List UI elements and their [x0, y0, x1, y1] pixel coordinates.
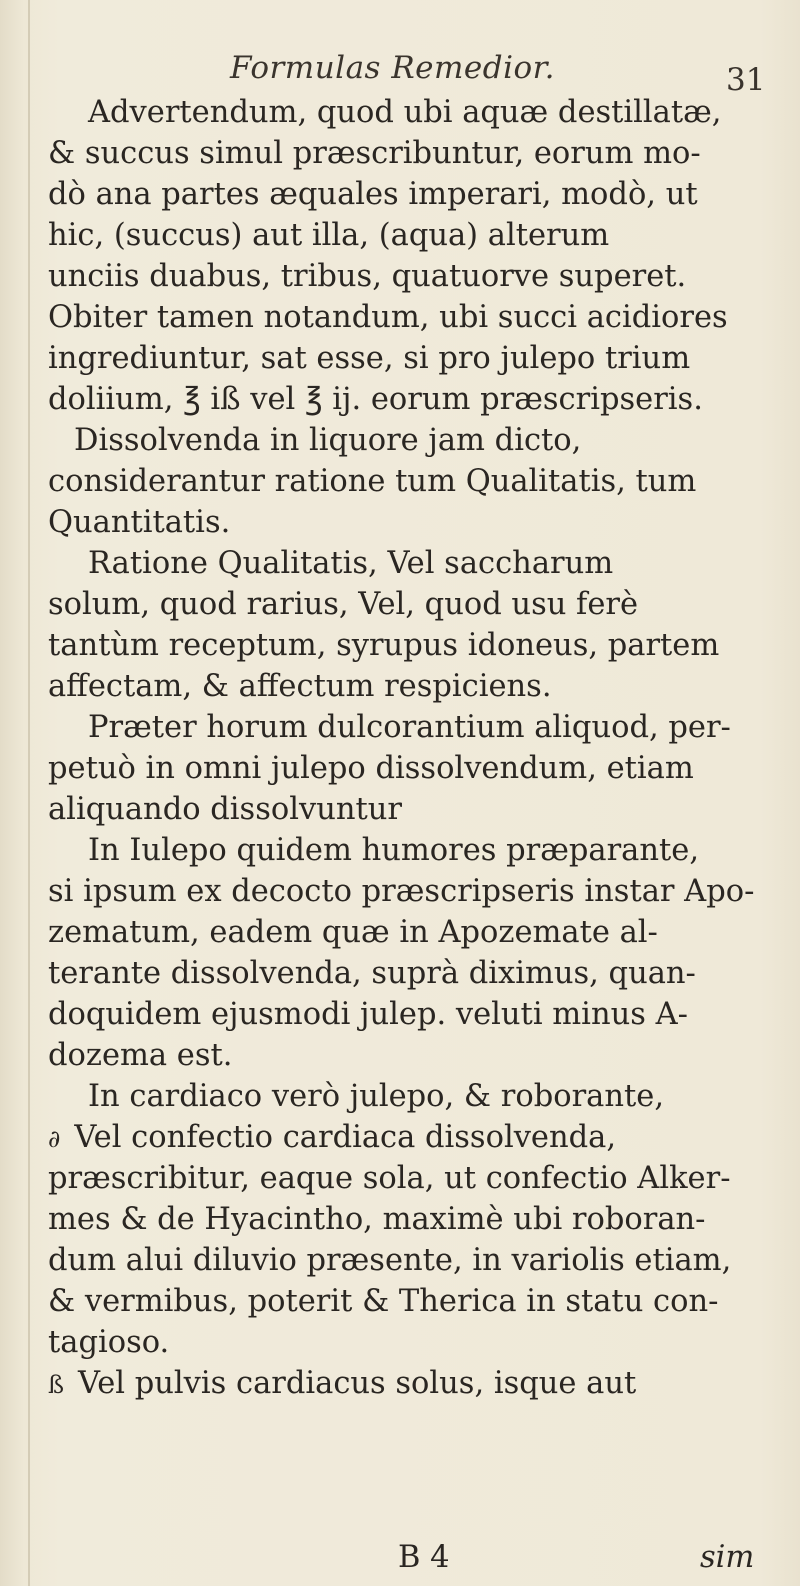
text-line: dò ana partes æquales imperari, modò, ut	[48, 177, 698, 212]
marginal-sign: ß	[48, 1371, 65, 1399]
text-line: Quantitatis.	[48, 505, 231, 540]
text-line: Obiter tamen notandum, ubi succi acidiores	[48, 300, 728, 335]
text-line: solum, quod rarius, Vel, quod usu ferè	[48, 587, 639, 622]
text-line: dozema est.	[48, 1038, 233, 1073]
text-line: In Iulepo quidem humores præparante,	[88, 833, 700, 868]
text-line: ingrediuntur, sat esse, si pro julepo trium	[48, 341, 691, 376]
signature-mark: B 4	[398, 1540, 450, 1575]
text-line: Præter horum dulcorantium aliquod, per-	[88, 710, 731, 745]
running-title: Formulas Remedior.	[230, 50, 555, 86]
text-line: terante dissolvenda, suprà diximus, quan-	[48, 956, 696, 991]
text-line: & succus simul præscribuntur, eorum mo-	[48, 136, 701, 171]
text-line: doliium, ℥ iß vel ℥ ij. eorum præscripseris.	[48, 382, 703, 417]
text-line: In cardiaco verò julepo, & roborante,	[88, 1079, 665, 1114]
text-line: si ipsum ex decocto præscripseris instar Apo-	[48, 874, 755, 909]
text-line: tantùm receptum, syrupus idoneus, partem	[48, 628, 720, 663]
text-line: Advertendum, quod ubi aquæ destillatæ,	[88, 95, 722, 130]
text-line: considerantur ratione tum Qualitatis, tum	[48, 464, 697, 499]
body-text	[48, 92, 768, 1404]
catchword: sim	[700, 1540, 755, 1575]
text-line: mes & de Hyacintho, maximè ubi roboran-	[48, 1202, 706, 1237]
text-line: hic, (succus) aut illa, (aqua) alterum	[48, 218, 610, 253]
text-line: unciis duabus, tribus, quatuorve superet.	[48, 259, 687, 294]
text-line: aliquando dissolvuntur	[48, 792, 402, 827]
text-line: Vel pulvis cardiacus solus, isque aut	[78, 1366, 637, 1401]
text-line: & vermibus, poterit & Therica in statu con-	[48, 1284, 719, 1319]
marginal-sign: ∂	[48, 1125, 61, 1153]
text-line: Vel confectio cardiaca dissolvenda,	[74, 1120, 617, 1155]
text-line-with-sign	[48, 1363, 768, 1404]
text-line: petuò in omni julepo dissolvendum, etiam	[48, 751, 694, 786]
text-line: dum alui diluvio præsente, in variolis etiam,	[48, 1243, 732, 1278]
text-line: Dissolvenda in liquore jam dicto,	[74, 423, 582, 458]
text-line: tagioso.	[48, 1325, 170, 1360]
text-line: præscribitur, eaque sola, ut confectio Alker-	[48, 1161, 731, 1196]
gutter-shadow	[28, 0, 30, 1586]
page-number: 31	[726, 62, 766, 98]
text-line: zematum, eadem quæ in Apozemate al-	[48, 915, 658, 950]
text-line: Ratione Qualitatis, Vel saccharum	[88, 546, 614, 581]
text-line-with-sign	[48, 1117, 768, 1158]
text-line: doquidem ejusmodi julep. veluti minus A-	[48, 997, 688, 1032]
text-line: affectam, & affectum respiciens.	[48, 669, 552, 704]
page-footer	[0, 1540, 800, 1581]
